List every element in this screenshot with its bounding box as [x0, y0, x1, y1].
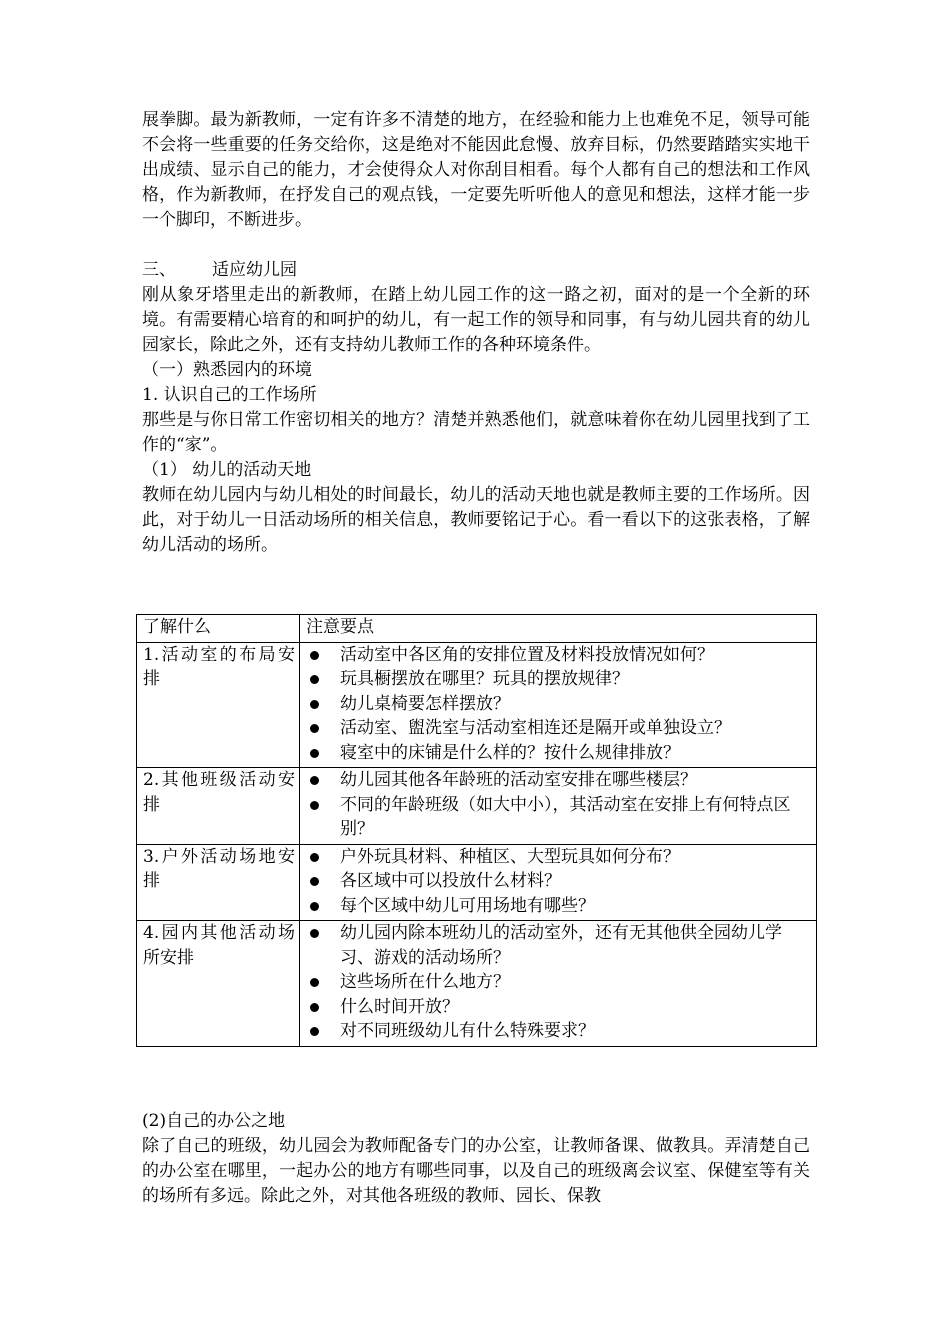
spacer: [142, 558, 810, 614]
bullet-icon: [310, 651, 319, 660]
section-title: 适应幼儿园: [212, 260, 297, 280]
list-item: 寝室中的床铺是什么样的？按什么规律排放？: [306, 741, 812, 766]
bullet-icon: [310, 724, 319, 733]
table-header-row: [137, 615, 817, 643]
list-item: 幼儿园内除本班幼儿的活动室外，还有无其他供全园幼儿学习、游戏的活动场所？: [306, 921, 812, 970]
table-row: [137, 642, 817, 768]
subsection-heading: （一）熟悉园内的环境: [142, 360, 312, 380]
list-item: 什么时间开放？: [306, 995, 812, 1020]
table-header-cell: 了解什么: [137, 615, 300, 643]
bullet-icon: [310, 853, 319, 862]
list-item: 各区域中可以投放什么材料？: [306, 869, 812, 894]
spacer: [142, 1047, 810, 1109]
table-points-cell: [300, 844, 817, 921]
table-points-cell: [300, 921, 817, 1047]
bullet-list: [306, 845, 812, 919]
bullet-list: [306, 921, 812, 1044]
table-topic-cell: 1.活动室的布局安排: [137, 642, 300, 768]
bullet-icon: [310, 700, 319, 709]
bullet-icon: [310, 902, 319, 911]
table-topic-cell: 2.其他班级活动安排: [137, 768, 300, 845]
list-item: 活动室、盥洗室与活动室相连还是隔开或单独设立？: [306, 716, 812, 741]
subitem-paragraph: 教师在幼儿园内与幼儿相处的时间最长，幼儿的活动天地也就是教师主要的工作场所。因此，对于幼儿一日活动场所的相关信息，教师要铭记于心。看一看以下的这张表格，了解幼儿活动的场所。: [142, 485, 810, 555]
table-row: [137, 768, 817, 845]
table-row: [137, 921, 817, 1047]
section-paragraph: 刚从象牙塔里走出的新教师，在踏上幼儿园工作的这一路之初，面对的是一个全新的环境。有需要精心培育的和呵护的幼儿，有一起工作的领导和同事，有与幼儿园共育的幼儿园家长，除此之外，还有支持幼儿教师工作的各种环境条件。: [142, 285, 810, 355]
table-points-cell: [300, 642, 817, 768]
activity-places-table: [136, 614, 817, 1047]
list-item: 活动室中各区角的安排位置及材料投放情况如何？: [306, 643, 812, 668]
bullet-list: [306, 768, 812, 842]
list-item: 户外玩具材料、种植区、大型玩具如何分布？: [306, 845, 812, 870]
table-topic-cell: 3.户外活动场地安排: [137, 844, 300, 921]
bullet-icon: [310, 1027, 319, 1036]
bullet-icon: [310, 978, 319, 987]
list-item: 幼儿园其他各年龄班的活动室安排在哪些楼层？: [306, 768, 812, 793]
item-heading: 1. 认识自己的工作场所: [142, 385, 317, 405]
bullet-icon: [310, 776, 319, 785]
table-topic-cell: 4.园内其他活动场所安排: [137, 921, 300, 1047]
bullet-icon: [310, 801, 319, 810]
subitem-heading: (2)自己的办公之地: [142, 1110, 286, 1131]
section-number: 三、: [142, 260, 176, 280]
bullet-icon: [310, 929, 319, 938]
list-item: 每个区域中幼儿可用场地有哪些？: [306, 894, 812, 919]
item-paragraph: 那些是与你日常工作密切相关的地方？清楚并熟悉他们，就意味着你在幼儿园里找到了工作的“家”。: [142, 410, 810, 455]
table-row: [137, 844, 817, 921]
list-item: 不同的年龄班级（如大中小），其活动室在安排上有何特点区别？: [306, 793, 812, 842]
subitem-paragraph: 除了自己的班级，幼儿园会为教师配备专门的办公室，让教师备课、做教具。弄清楚自己的办公室在哪里，一起办公的地方有哪些同事，以及自己的班级离会议室、保健室等有关的场所有多远。除此之外，对其他各班级的教师、园长、保教: [142, 1135, 810, 1206]
list-item: 玩具橱摆放在哪里？玩具的摆放规律？: [306, 667, 812, 692]
list-item: 这些场所在什么地方？: [306, 970, 812, 995]
list-item: 幼儿桌椅要怎样摆放？: [306, 692, 812, 717]
table-points-cell: [300, 768, 817, 845]
spacer: [142, 233, 810, 258]
bullet-icon: [310, 749, 319, 758]
bullet-list: [306, 643, 812, 766]
subitem-heading: （1） 幼儿的活动天地: [142, 460, 312, 480]
section-heading: [142, 258, 810, 283]
table-header-cell: 注意要点: [300, 615, 817, 643]
document-page: [142, 108, 810, 1209]
bullet-icon: [310, 675, 319, 684]
bullet-icon: [310, 877, 319, 886]
bullet-icon: [310, 1003, 319, 1012]
intro-paragraph: 展拳脚。最为新教师，一定有许多不清楚的地方，在经验和能力上也难免不足，领导可能不会将一些重要的任务交给你，这是绝对不能因此怠慢、放弃目标，仍然要踏踏实实地干出成绩、显示自己的能力，才会使得众人对你刮目相看。每个人都有自己的想法和工作风格，作为新教师，在抒发自己的观点钱，一定要先听听他人的意见和想法，这样才能一步一个脚印，不断进步。: [142, 110, 810, 230]
list-item: 对不同班级幼儿有什么特殊要求？: [306, 1019, 812, 1044]
